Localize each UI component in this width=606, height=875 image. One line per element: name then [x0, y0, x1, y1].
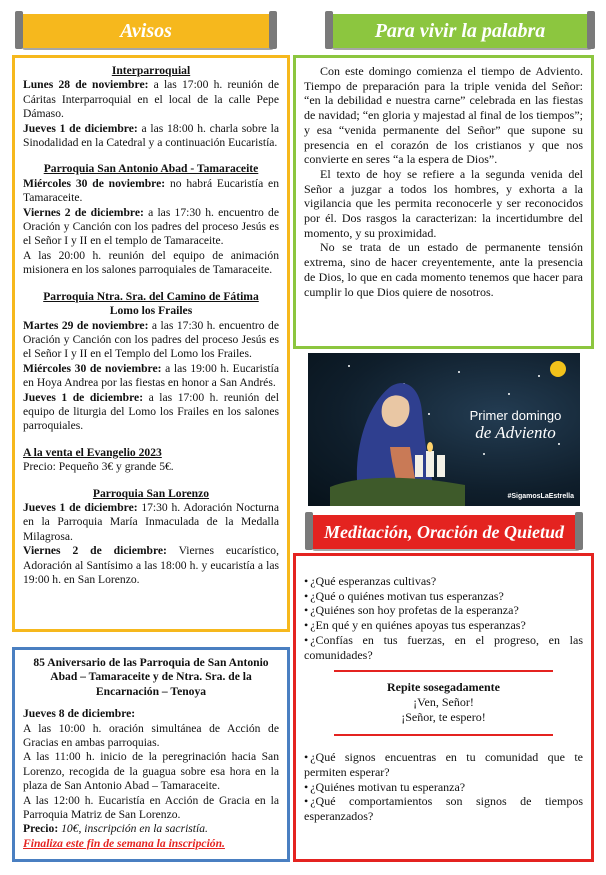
- aviso-item: Viernes 2 de diciembre: Viernes eucarístico, Adoración al Santísimo a las 18:00 h. y eucaristía a las 19:00 h. en San Lorenzo.: [23, 544, 279, 586]
- question-item: • ¿Quiénes motivan tu esperanza?: [304, 780, 583, 795]
- question-item: • ¿Qué comportamientos son signos de tiempos esperanzados?: [304, 794, 583, 823]
- aviso-item: Viernes 2 de diciembre: a las 17:30 h. encuentro de Oración y Canción con los padres del proceso Jesús es el Señor I y II en el templo de Tamaraceite.: [23, 205, 279, 248]
- aniversario-box: [12, 647, 290, 862]
- aviso-item: Jueves 1 de diciembre: 17:30 h. Adoración Nocturna en la Parroquia María Inmaculada de la Medalla Milagrosa.: [23, 500, 279, 543]
- advent-image: [308, 353, 580, 506]
- evangelio-title: A la venta el Evangelio 2023: [23, 445, 162, 459]
- interparroquial-title: Interparroquial: [111, 64, 191, 77]
- repite-line: ¡Ven, Señor!: [413, 694, 474, 709]
- question-item: • ¿Qué esperanzas cultivas?: [304, 574, 583, 589]
- question-item: • ¿Qué signos encuentras en tu comunidad que te permiten esperar?: [304, 750, 583, 779]
- fatima-title: Parroquia Ntra. Sra. del Camino de Fátima: [43, 289, 259, 303]
- repite-title: Repite sosegadamente: [387, 680, 500, 695]
- question-item: • ¿En qué y en quiénes apoyas tus esperanzas?: [304, 618, 583, 633]
- palabra-paragraph: Con este domingo comienza el tiempo de Adviento. Tiempo de preparación para la triple venida del Señor: “en la debilidad e nuestra carne” celebrada en las fiestas de navidad; “en gloria y majestad al final de los tiempos”; y esa “venida permanente del Señor” que supone su presencia en el corazón de los cristianos y que nos convierte en seres “a la espera de Dios”.: [304, 64, 583, 167]
- palabra-paragraph: No se trata de un estado de permanente tensión extrema, sino de hacer creyentemente, ante la presencia de Dios, lo que en cada momento tenemos que hacer para cumplir lo que Dios quiere de nosotros.: [304, 240, 583, 299]
- aviso-item: A las 20:00 h. reunión del equipo de animación misionera en los salones parroquiales de Tamaraceite.: [23, 248, 279, 277]
- aniversario-deadline: Finaliza este fin de semana la inscripción.: [23, 836, 225, 850]
- question-item: • ¿Quiénes son hoy profetas de la esperanza?: [304, 603, 583, 618]
- aniversario-line: A las 10:00 h. oración simultánea de Acción de Gracias en ambas parroquias.: [23, 721, 279, 750]
- aniversario-title: 85 Aniversario de las Parroquia de San Antonio Abad – Tamaraceite y de Ntra. Sra. de la Encarnación – Tenoya: [33, 656, 269, 698]
- avisos-box: [12, 55, 290, 632]
- evangelio-price: Precio: Pequeño 3€ y grande 5€.: [23, 460, 174, 474]
- repite-line: ¡Señor, te espero!: [401, 709, 486, 724]
- palabra-box: [293, 55, 594, 349]
- aniversario-line: A las 12:00 h. Eucaristía en Acción de Gracia en la Parroquia Matriz de San Lorenzo.: [23, 793, 279, 822]
- aviso-item: Miércoles 30 de noviembre: a las 19:00 h. Eucaristía en Hoya Andrea por las fiestas en honor a San Andrés.: [23, 361, 279, 390]
- question-item: • ¿Qué o quiénes motivan tus esperanzas?: [304, 589, 583, 604]
- question-item: • ¿Confías en tus fuerzas, en el progreso, en las comunidades?: [304, 633, 583, 662]
- aniversario-line: A las 11:00 h. inicio de la peregrinación hacia San Lorenzo, recogida de la guagua sobre esa hora en la plaza de San Antonio Abad – Tamaraceite.: [23, 750, 279, 793]
- virgin-mary-illustration: [320, 367, 470, 506]
- logo-badge-icon: [550, 361, 566, 377]
- aniversario-price: Precio: 10€, inscripción en la sacristía.: [23, 822, 208, 836]
- aviso-item: Jueves 1 de diciembre: a las 17:00 h. reunión del equipo de liturgia del Lomo los Frailes en los salones parroquiales.: [23, 390, 279, 433]
- meditacion-box: [293, 553, 594, 862]
- image-caption: Primer domingo de Adviento: [469, 408, 562, 442]
- san-antonio-title: Parroquia San Antonio Abad - Tamaraceite: [43, 162, 259, 176]
- divider: [334, 670, 553, 672]
- divider: [334, 734, 553, 736]
- san-lorenzo-title: Parroquia San Lorenzo: [92, 486, 210, 500]
- fatima-subtitle: Lomo los Frailes: [109, 304, 193, 318]
- image-hashtag: #SigamosLaEstrella: [507, 493, 574, 500]
- avisos-banner: Avisos: [20, 14, 272, 48]
- aviso-item: Jueves 1 de diciembre: a las 18:00 h. charla sobre la Sinodalidad en la Catedral y a continuación Eucaristía.: [23, 121, 279, 150]
- aniversario-date: Jueves 8 de diciembre:: [23, 707, 136, 721]
- palabra-paragraph: El texto de hoy se refiere a la segunda venida del Señor a juzgar a todos los hombres, y exhorta a la vigilancia que les permita reconocerle y ser reconocidos por él. Dos rasgos la caracterizan: la incertidumbre del momento, y su proximidad.: [304, 166, 583, 240]
- aviso-item: Martes 29 de noviembre: a las 17:30 h. encuentro de Oración y Canción con los padres del proceso Jesús es el Señor I y II en el Templo del Lomo los Frailes.: [23, 318, 279, 361]
- aviso-item: Lunes 28 de noviembre: a las 17:00 h. reunión de Cáritas Interparroquial en el local de la calle Pepe Dámaso.: [23, 78, 279, 121]
- aviso-item: Miércoles 30 de noviembre: no habrá Eucaristía en Tamaraceite.: [23, 176, 279, 205]
- palabra-banner: Para vivir la palabra: [330, 14, 590, 48]
- meditacion-banner: Meditación, Oración de Quietud: [310, 515, 578, 549]
